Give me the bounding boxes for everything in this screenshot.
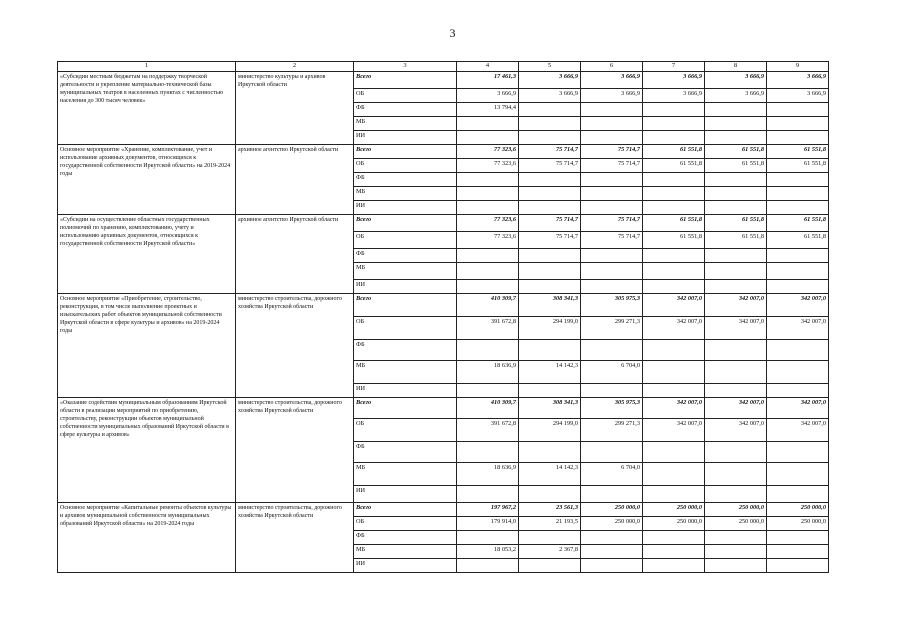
amount-cell: 342 007,0 <box>767 398 829 419</box>
amount-cell <box>643 131 705 145</box>
funding-source: Всего <box>354 215 457 232</box>
amount-cell <box>643 486 705 503</box>
amount-cell: 77 323,6 <box>457 215 519 232</box>
amount-cell: 3 666,9 <box>767 89 829 103</box>
amount-cell: 308 341,3 <box>519 294 581 317</box>
funding-source: Всего <box>354 503 457 517</box>
amount-cell: 61 551,8 <box>643 215 705 232</box>
activity-description: Основное мероприятие «Хранение, комплектование, учет и использование архивных документов, относящихся к государственной собственности Иркутской области» на 2019-2024 годы <box>58 145 236 215</box>
amount-cell: 13 794,4 <box>457 103 519 117</box>
amount-cell <box>767 201 829 215</box>
amount-cell <box>457 280 519 294</box>
amount-cell: 179 914,0 <box>457 517 519 531</box>
amount-cell: 250 000,0 <box>643 517 705 531</box>
amount-cell <box>705 103 767 117</box>
amount-cell: 294 199,0 <box>519 419 581 442</box>
amount-cell <box>643 103 705 117</box>
column-header: 4 <box>457 62 519 72</box>
amount-cell <box>643 442 705 463</box>
table-row <box>58 294 829 317</box>
amount-cell <box>705 384 767 398</box>
amount-cell <box>519 187 581 201</box>
amount-cell: 18 636,9 <box>457 361 519 384</box>
amount-cell: 342 007,0 <box>643 419 705 442</box>
amount-cell <box>767 559 829 573</box>
funding-source: ФБ <box>354 249 457 263</box>
funding-source: МБ <box>354 463 457 486</box>
amount-cell: 342 007,0 <box>767 317 829 340</box>
activity-description: «Субсидии на осуществление областных государственных полномочий по хранению, комплектованию, учету и использованию архивных документов, относящихся к государственной собственности Иркутской области» <box>58 215 236 294</box>
amount-cell <box>457 187 519 201</box>
amount-cell <box>767 531 829 545</box>
amount-cell <box>767 263 829 280</box>
amount-cell <box>581 280 643 294</box>
amount-cell <box>457 201 519 215</box>
column-header: 6 <box>581 62 643 72</box>
amount-cell: 3 666,9 <box>457 89 519 103</box>
amount-cell: 391 672,8 <box>457 419 519 442</box>
amount-cell <box>581 173 643 187</box>
amount-cell: 3 666,9 <box>519 72 581 89</box>
column-header: 3 <box>354 62 457 72</box>
amount-cell <box>581 103 643 117</box>
funding-source: ФБ <box>354 442 457 463</box>
funding-source: ИИ <box>354 201 457 215</box>
amount-cell: 250 000,0 <box>581 503 643 517</box>
amount-cell <box>705 173 767 187</box>
amount-cell: 61 551,8 <box>705 159 767 173</box>
amount-cell <box>519 384 581 398</box>
amount-cell <box>581 131 643 145</box>
amount-cell <box>767 280 829 294</box>
funding-source: Всего <box>354 294 457 317</box>
amount-cell <box>705 263 767 280</box>
amount-cell: 75 714,7 <box>581 145 643 159</box>
amount-cell <box>457 559 519 573</box>
amount-cell <box>705 249 767 263</box>
amount-cell: 342 007,0 <box>643 317 705 340</box>
amount-cell: 14 142,3 <box>519 463 581 486</box>
amount-cell <box>457 486 519 503</box>
amount-cell <box>705 463 767 486</box>
amount-cell <box>581 187 643 201</box>
column-header: 1 <box>58 62 236 72</box>
amount-cell <box>519 103 581 117</box>
amount-cell <box>705 545 767 559</box>
amount-cell: 294 199,0 <box>519 317 581 340</box>
budget-table <box>57 61 829 573</box>
funding-source: Всего <box>354 72 457 89</box>
amount-cell <box>643 559 705 573</box>
amount-cell: 61 551,8 <box>643 159 705 173</box>
amount-cell <box>767 117 829 131</box>
amount-cell: 75 714,7 <box>519 159 581 173</box>
amount-cell: 75 714,7 <box>581 215 643 232</box>
amount-cell <box>519 340 581 361</box>
activity-description: «Субсидии местным бюджетам на поддержку творческой деятельности и укрепление материально-технической базы муниципальных театров в населенных пунктах с численностью населения до 300 тысяч человек» <box>58 72 236 145</box>
amount-cell <box>581 486 643 503</box>
amount-cell: 61 551,8 <box>767 215 829 232</box>
amount-cell: 75 714,7 <box>519 215 581 232</box>
amount-cell: 3 666,9 <box>643 72 705 89</box>
amount-cell: 6 704,0 <box>581 463 643 486</box>
column-header: 5 <box>519 62 581 72</box>
amount-cell <box>643 463 705 486</box>
amount-cell <box>705 201 767 215</box>
amount-cell <box>643 545 705 559</box>
amount-cell: 410 309,7 <box>457 294 519 317</box>
table-row <box>58 145 829 159</box>
amount-cell <box>581 340 643 361</box>
amount-cell <box>581 531 643 545</box>
funding-source: ФБ <box>354 531 457 545</box>
amount-cell: 3 666,9 <box>581 89 643 103</box>
amount-cell <box>457 340 519 361</box>
responsible-organization: министерство строительства, дорожного хозяйства Иркутской области <box>236 398 354 503</box>
amount-cell <box>519 173 581 187</box>
amount-cell <box>767 103 829 117</box>
amount-cell: 3 666,9 <box>705 72 767 89</box>
amount-cell: 342 007,0 <box>767 419 829 442</box>
column-header: 2 <box>236 62 354 72</box>
amount-cell: 250 000,0 <box>705 517 767 531</box>
amount-cell: 197 967,2 <box>457 503 519 517</box>
amount-cell: 3 666,9 <box>581 72 643 89</box>
amount-cell <box>643 361 705 384</box>
amount-cell <box>581 201 643 215</box>
amount-cell <box>767 361 829 384</box>
amount-cell <box>705 531 767 545</box>
activity-description: Основное мероприятие «Приобретение, строительство, реконструкция, в том числе выполнение проектных и изыскательских работ объектов муниципальной собственности Иркутской области в сфере культуры и архивов» на 2019-2024 годы <box>58 294 236 398</box>
amount-cell: 250 000,0 <box>767 517 829 531</box>
funding-source: Всего <box>354 398 457 419</box>
amount-cell: 3 666,9 <box>767 72 829 89</box>
amount-cell: 250 000,0 <box>643 503 705 517</box>
amount-cell: 17 461,3 <box>457 72 519 89</box>
amount-cell: 61 551,8 <box>643 232 705 249</box>
responsible-organization: министерство культуры и архивов Иркутской области <box>236 72 354 145</box>
amount-cell <box>519 531 581 545</box>
amount-cell: 342 007,0 <box>767 294 829 317</box>
amount-cell <box>767 463 829 486</box>
amount-cell <box>457 131 519 145</box>
table-row <box>58 72 829 89</box>
amount-cell <box>457 442 519 463</box>
header-row <box>58 62 829 72</box>
table-row <box>58 215 829 232</box>
amount-cell: 14 142,3 <box>519 361 581 384</box>
responsible-organization: министерство строительства, дорожного хозяйства Иркутской области <box>236 294 354 398</box>
amount-cell: 23 561,3 <box>519 503 581 517</box>
amount-cell <box>705 361 767 384</box>
amount-cell: 342 007,0 <box>705 317 767 340</box>
amount-cell <box>643 263 705 280</box>
amount-cell: 61 551,8 <box>767 145 829 159</box>
funding-source: ОБ <box>354 159 457 173</box>
amount-cell <box>643 249 705 263</box>
amount-cell <box>767 486 829 503</box>
amount-cell: 342 007,0 <box>705 419 767 442</box>
funding-source: ОБ <box>354 517 457 531</box>
amount-cell: 410 309,7 <box>457 398 519 419</box>
amount-cell <box>581 384 643 398</box>
amount-cell: 75 714,7 <box>519 232 581 249</box>
amount-cell: 305 975,3 <box>581 294 643 317</box>
amount-cell: 391 672,8 <box>457 317 519 340</box>
amount-cell: 61 551,8 <box>643 145 705 159</box>
activity-description: «Оказание содействия муниципальным образованиям Иркутской области в реализации мероприятий по приобретению, строительству, реконструкции объектов муниципальной собственности муниципальных образований Иркутской области в сфере культуры и архивов» <box>58 398 236 503</box>
amount-cell: 6 704,0 <box>581 361 643 384</box>
amount-cell: 250 000,0 <box>705 503 767 517</box>
amount-cell <box>705 187 767 201</box>
activity-description: Основное мероприятие «Капитальные ремонты объектов культуры и архивов муниципальной собственности муниципальных образований Иркутской области» на 2019-2024 годы <box>58 503 236 573</box>
amount-cell <box>457 531 519 545</box>
funding-source: МБ <box>354 117 457 131</box>
table-row <box>58 398 829 419</box>
amount-cell <box>767 187 829 201</box>
amount-cell: 77 323,6 <box>457 159 519 173</box>
amount-cell: 75 714,7 <box>519 145 581 159</box>
amount-cell <box>705 442 767 463</box>
funding-source: ИИ <box>354 486 457 503</box>
amount-cell <box>705 486 767 503</box>
amount-cell <box>705 559 767 573</box>
amount-cell: 308 341,3 <box>519 398 581 419</box>
amount-cell <box>519 486 581 503</box>
funding-source: Всего <box>354 145 457 159</box>
funding-source: ИИ <box>354 384 457 398</box>
amount-cell <box>643 280 705 294</box>
amount-cell <box>457 117 519 131</box>
amount-cell: 342 007,0 <box>705 398 767 419</box>
amount-cell <box>457 173 519 187</box>
amount-cell: 3 666,9 <box>705 89 767 103</box>
amount-cell <box>457 263 519 280</box>
amount-cell <box>519 263 581 280</box>
responsible-organization: архивное агентство Иркутской области <box>236 215 354 294</box>
amount-cell: 61 551,8 <box>705 145 767 159</box>
amount-cell <box>519 131 581 145</box>
table-row <box>58 503 829 517</box>
amount-cell <box>767 340 829 361</box>
amount-cell <box>643 340 705 361</box>
amount-cell <box>581 545 643 559</box>
funding-source: ОБ <box>354 232 457 249</box>
amount-cell <box>643 173 705 187</box>
amount-cell <box>767 545 829 559</box>
amount-cell <box>457 384 519 398</box>
funding-source: ОБ <box>354 89 457 103</box>
amount-cell: 77 323,6 <box>457 232 519 249</box>
amount-cell: 342 007,0 <box>643 398 705 419</box>
amount-cell: 77 323,6 <box>457 145 519 159</box>
amount-cell: 305 975,3 <box>581 398 643 419</box>
amount-cell: 342 007,0 <box>705 294 767 317</box>
amount-cell <box>643 201 705 215</box>
amount-cell: 299 271,3 <box>581 317 643 340</box>
amount-cell: 342 007,0 <box>643 294 705 317</box>
amount-cell <box>519 249 581 263</box>
amount-cell <box>705 117 767 131</box>
responsible-organization: архивное агентство Иркутской области <box>236 145 354 215</box>
amount-cell <box>581 442 643 463</box>
responsible-organization: министерство строительства, дорожного хозяйства Иркутской области <box>236 503 354 573</box>
amount-cell <box>767 131 829 145</box>
amount-cell <box>581 263 643 280</box>
funding-source: ОБ <box>354 317 457 340</box>
amount-cell <box>705 280 767 294</box>
amount-cell <box>519 442 581 463</box>
amount-cell: 75 714,7 <box>581 232 643 249</box>
column-header: 8 <box>705 62 767 72</box>
amount-cell <box>519 201 581 215</box>
funding-source: ИИ <box>354 559 457 573</box>
amount-cell <box>767 249 829 263</box>
page-number: 3 <box>449 26 456 40</box>
amount-cell <box>705 131 767 145</box>
amount-cell: 299 271,3 <box>581 419 643 442</box>
column-header: 9 <box>767 62 829 72</box>
amount-cell <box>519 280 581 294</box>
funding-source: ФБ <box>354 340 457 361</box>
amount-cell <box>643 187 705 201</box>
funding-source: ИИ <box>354 280 457 294</box>
amount-cell <box>767 384 829 398</box>
funding-source: МБ <box>354 263 457 280</box>
amount-cell: 61 551,8 <box>705 232 767 249</box>
amount-cell <box>519 559 581 573</box>
amount-cell <box>581 249 643 263</box>
amount-cell: 250 000,0 <box>581 517 643 531</box>
amount-cell <box>705 340 767 361</box>
column-header: 7 <box>643 62 705 72</box>
amount-cell: 3 666,9 <box>519 89 581 103</box>
funding-source: ФБ <box>354 103 457 117</box>
amount-cell: 75 714,7 <box>581 159 643 173</box>
funding-source: ФБ <box>354 173 457 187</box>
amount-cell: 61 551,8 <box>767 232 829 249</box>
amount-cell: 18 053,2 <box>457 545 519 559</box>
amount-cell: 18 636,9 <box>457 463 519 486</box>
table-body <box>58 72 829 573</box>
funding-source: МБ <box>354 187 457 201</box>
amount-cell <box>767 442 829 463</box>
amount-cell: 61 551,8 <box>767 159 829 173</box>
amount-cell <box>581 559 643 573</box>
amount-cell <box>457 249 519 263</box>
amount-cell: 21 193,5 <box>519 517 581 531</box>
amount-cell: 61 551,8 <box>705 215 767 232</box>
funding-source: ОБ <box>354 419 457 442</box>
amount-cell <box>643 384 705 398</box>
amount-cell <box>519 117 581 131</box>
funding-source: МБ <box>354 545 457 559</box>
funding-source: ИИ <box>354 131 457 145</box>
amount-cell <box>581 117 643 131</box>
amount-cell <box>643 117 705 131</box>
amount-cell <box>767 173 829 187</box>
amount-cell: 2 367,8 <box>519 545 581 559</box>
funding-source: МБ <box>354 361 457 384</box>
amount-cell: 3 666,9 <box>643 89 705 103</box>
amount-cell: 250 000,0 <box>767 503 829 517</box>
amount-cell <box>643 531 705 545</box>
